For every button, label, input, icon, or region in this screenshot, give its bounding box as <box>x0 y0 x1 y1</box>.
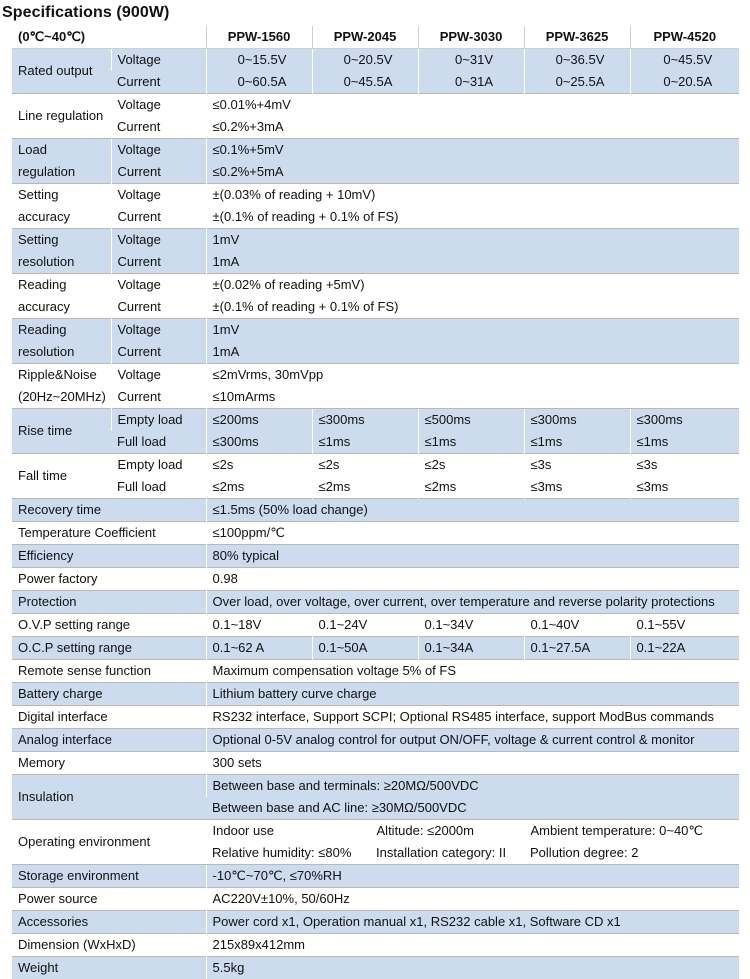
line-regulation-voltage-row <box>12 94 739 117</box>
value-cell: ≤3s <box>524 454 630 477</box>
analog-interface-row <box>12 729 739 752</box>
value-cell: 0~25.5A <box>524 71 630 94</box>
rise-time-label: Rise time <box>12 409 111 454</box>
sub-label: Voltage <box>111 49 206 72</box>
rated-output-current-row <box>12 71 739 94</box>
reading-resolution-label: Reading <box>12 319 111 342</box>
line-regulation-current-row <box>12 116 739 139</box>
value-cell: 215x89x412mm <box>206 934 739 957</box>
row-label: Recovery time <box>12 499 206 522</box>
value-cell: 0~20.5V <box>312 49 418 72</box>
value-cell: 0.98 <box>206 568 739 591</box>
fall-time-empty-row <box>12 454 739 477</box>
sub-label: Empty load <box>111 454 206 477</box>
line-regulation-label: Line regulation <box>12 94 111 139</box>
value-cell: 0~36.5V <box>524 49 630 72</box>
temp-range-header: (0℃~40℃) <box>12 26 206 49</box>
value-cell: ≤0.1%+5mV <box>206 139 739 162</box>
value-cell: ≤300ms <box>524 409 630 432</box>
ripple-noise-voltage-row <box>12 364 739 387</box>
row-label: Operating environment <box>12 820 206 865</box>
reading-accuracy-label: accuracy <box>12 296 111 319</box>
value-cell: 0.1~50A <box>312 637 418 660</box>
value-cell: ≤300ms <box>630 409 739 432</box>
spec-table <box>12 26 739 979</box>
setting-accuracy-voltage-row <box>12 184 739 207</box>
row-label: Protection <box>12 591 206 614</box>
row-label: Efficiency <box>12 545 206 568</box>
value-cell: ≤2mVrms, 30mVpp <box>206 364 739 387</box>
value-cell: 5.5kg <box>206 957 739 979</box>
row-label: Remote sense function <box>12 660 206 683</box>
row-label: Temperature Coefficient <box>12 522 206 545</box>
value-cell: ≤1ms <box>418 431 524 454</box>
value-cell: 1mV <box>206 319 739 342</box>
power-factor-row <box>12 568 739 591</box>
value-cell: 0.1~27.5A <box>524 637 630 660</box>
value-cell: ±(0.03% of reading + 10mV) <box>206 184 739 207</box>
value-cell: Lithium battery curve charge <box>206 683 739 706</box>
value-cell <box>206 842 739 865</box>
row-label: Accessories <box>12 911 206 934</box>
sub-label: Empty load <box>111 409 206 432</box>
value-cell: 0.1~24V <box>312 614 418 637</box>
sub-label: Current <box>111 386 206 409</box>
value-cell <box>206 820 739 843</box>
model-header: PPW-3030 <box>418 26 524 49</box>
value-cell: 0.1~55V <box>630 614 739 637</box>
sub-label: Current <box>111 71 206 94</box>
value-cell: 0~31V <box>418 49 524 72</box>
value-cell: ≤0.2%+5mA <box>206 161 739 184</box>
model-header: PPW-4520 <box>630 26 739 49</box>
env-indoor: Indoor use <box>213 820 274 842</box>
model-header: PPW-1560 <box>206 26 312 49</box>
ocp-row <box>12 637 739 660</box>
row-label: Battery charge <box>12 683 206 706</box>
sub-label: Voltage <box>111 184 206 207</box>
value-cell: ≤0.2%+3mA <box>206 116 739 139</box>
value-cell: ≤300ms <box>206 431 312 454</box>
value-cell: 0~45.5A <box>312 71 418 94</box>
power-source-row <box>12 888 739 911</box>
sub-label: Voltage <box>111 94 206 117</box>
value-cell: 1mV <box>206 229 739 252</box>
env-ambient: Ambient temperature: 0~40℃ <box>531 820 704 842</box>
value-cell: Power cord x1, Operation manual x1, RS232 cable x1, Software CD x1 <box>206 911 739 934</box>
value-cell: 80% typical <box>206 545 739 568</box>
env-pollution: Pollution degree: 2 <box>530 842 638 864</box>
value-cell: ≤100ppm/℃ <box>206 522 739 545</box>
reading-resolution-current-row <box>12 341 739 364</box>
value-cell: ≤2ms <box>206 476 312 499</box>
row-label: Power factory <box>12 568 206 591</box>
temp-coefficient-row <box>12 522 739 545</box>
reading-accuracy-label: Reading <box>12 274 111 297</box>
fall-time-full-row <box>12 476 739 499</box>
value-cell: Maximum compensation voltage 5% of FS <box>206 660 739 683</box>
value-cell: ≤3ms <box>524 476 630 499</box>
rise-time-empty-row <box>12 409 739 432</box>
sub-label: Voltage <box>111 229 206 252</box>
value-cell: ≤3s <box>630 454 739 477</box>
setting-accuracy-current-row <box>12 206 739 229</box>
value-cell: 300 sets <box>206 752 739 775</box>
setting-resolution-label: resolution <box>12 251 111 274</box>
value-cell: ≤2s <box>418 454 524 477</box>
value-cell: Over load, over voltage, over current, over temperature and reverse polarity protections <box>206 591 739 614</box>
value-cell: 0~31A <box>418 71 524 94</box>
value-cell: ≤2s <box>206 454 312 477</box>
value-cell: ≤1ms <box>630 431 739 454</box>
recovery-time-row <box>12 499 739 522</box>
model-header: PPW-2045 <box>312 26 418 49</box>
row-label: O.C.P setting range <box>12 637 206 660</box>
load-regulation-current-row <box>12 161 739 184</box>
value-cell: 1mA <box>206 341 739 364</box>
sub-label: Current <box>111 116 206 139</box>
fall-time-label: Fall time <box>12 454 111 499</box>
row-label: Power source <box>12 888 206 911</box>
row-label: Insulation <box>12 775 206 820</box>
setting-accuracy-label: accuracy <box>12 206 111 229</box>
value-cell: 0.1~40V <box>524 614 630 637</box>
value-cell: 0.1~62 A <box>206 637 312 660</box>
value-cell: AC220V±10%, 50/60Hz <box>206 888 739 911</box>
value-cell: 0.1~34V <box>418 614 524 637</box>
reading-resolution-voltage-row <box>12 319 739 342</box>
value-cell: 0.1~34A <box>418 637 524 660</box>
accessories-row <box>12 911 739 934</box>
sub-label: Current <box>111 206 206 229</box>
value-cell: ±(0.1% of reading + 0.1% of FS) <box>206 296 739 319</box>
reading-resolution-label: resolution <box>12 341 111 364</box>
value-cell: ±(0.1% of reading + 0.1% of FS) <box>206 206 739 229</box>
setting-accuracy-label: Setting <box>12 184 111 207</box>
header-row <box>12 26 739 49</box>
row-label: Dimension (WxHxD) <box>12 934 206 957</box>
load-regulation-label: Load <box>12 139 111 162</box>
sub-label: Current <box>111 341 206 364</box>
value-cell: Between base and terminals: ≥20MΩ/500VDC <box>206 775 739 798</box>
value-cell: ≤500ms <box>418 409 524 432</box>
env-installation: Installation category: II <box>376 842 506 864</box>
value-cell: ≤2s <box>312 454 418 477</box>
row-label: O.V.P setting range <box>12 614 206 637</box>
sub-label: Voltage <box>111 364 206 387</box>
value-cell: 0~60.5A <box>206 71 312 94</box>
value-cell: ≤300ms <box>312 409 418 432</box>
row-label: Analog interface <box>12 729 206 752</box>
value-cell: ≤3ms <box>630 476 739 499</box>
value-cell: ≤2ms <box>312 476 418 499</box>
setting-resolution-voltage-row <box>12 229 739 252</box>
battery-charge-row <box>12 683 739 706</box>
protection-row <box>12 591 739 614</box>
ripple-noise-current-row <box>12 386 739 409</box>
sub-label: Voltage <box>111 274 206 297</box>
rated-output-label: Rated output <box>12 49 111 94</box>
value-cell: ≤10mArms <box>206 386 739 409</box>
row-label: Weight <box>12 957 206 979</box>
setting-resolution-current-row <box>12 251 739 274</box>
value-cell: 1mA <box>206 251 739 274</box>
value-cell: 0~20.5A <box>630 71 739 94</box>
value-cell: 0~15.5V <box>206 49 312 72</box>
env-altitude: Altitude: ≤2000m <box>377 820 474 842</box>
value-cell: -10℃~70℃, ≤70%RH <box>206 865 739 888</box>
value-cell: ≤200ms <box>206 409 312 432</box>
load-regulation-label: regulation <box>12 161 111 184</box>
sub-label: Current <box>111 251 206 274</box>
ripple-noise-label: Ripple&Noise <box>12 364 111 387</box>
load-regulation-voltage-row <box>12 139 739 162</box>
storage-env-row <box>12 865 739 888</box>
memory-row <box>12 752 739 775</box>
sub-label: Full load <box>111 431 206 454</box>
value-cell: ≤2ms <box>418 476 524 499</box>
model-header: PPW-3625 <box>524 26 630 49</box>
sub-label: Voltage <box>111 139 206 162</box>
value-cell: 0.1~22A <box>630 637 739 660</box>
value-cell: 0~45.5V <box>630 49 739 72</box>
ripple-noise-label: (20Hz~20MHz) <box>12 386 111 409</box>
insulation-row-1 <box>12 775 739 798</box>
reading-accuracy-voltage-row <box>12 274 739 297</box>
value-cell: ≤1ms <box>524 431 630 454</box>
weight-row <box>12 957 739 979</box>
digital-interface-row <box>12 706 739 729</box>
row-label: Digital interface <box>12 706 206 729</box>
sub-label: Voltage <box>111 319 206 342</box>
row-label: Memory <box>12 752 206 775</box>
rise-time-full-row <box>12 431 739 454</box>
dimension-row <box>12 934 739 957</box>
remote-sense-row <box>12 660 739 683</box>
value-cell: Optional 0-5V analog control for output ON/OFF, voltage & current control & monitor <box>206 729 739 752</box>
value-cell: RS232 interface, Support SCPI; Optional RS485 interface, support ModBus commands <box>206 706 739 729</box>
ovp-row <box>12 614 739 637</box>
reading-accuracy-current-row <box>12 296 739 319</box>
operating-env-row-1 <box>12 820 739 843</box>
value-cell: Between base and AC line: ≥30MΩ/500VDC <box>206 797 739 820</box>
env-humidity: Relative humidity: ≤80% <box>212 842 351 864</box>
sub-label: Current <box>111 296 206 319</box>
value-cell: ≤1.5ms (50% load change) <box>206 499 739 522</box>
value-cell: ±(0.02% of reading +5mV) <box>206 274 739 297</box>
row-label: Storage environment <box>12 865 206 888</box>
value-cell: ≤0.01%+4mV <box>206 94 739 117</box>
setting-resolution-label: Setting <box>12 229 111 252</box>
sub-label: Full load <box>111 476 206 499</box>
efficiency-row <box>12 545 739 568</box>
value-cell: ≤1ms <box>312 431 418 454</box>
page-title: Specifications (900W) <box>2 4 169 22</box>
rated-output-voltage-row <box>12 49 739 72</box>
value-cell: 0.1~18V <box>206 614 312 637</box>
sub-label: Current <box>111 161 206 184</box>
